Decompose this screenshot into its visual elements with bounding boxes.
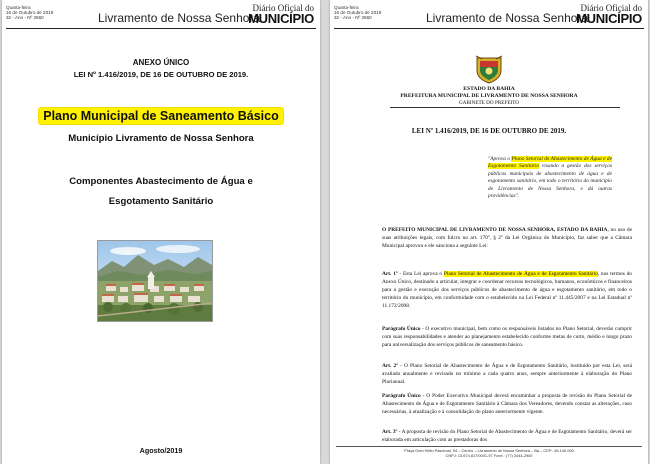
letterhead-rule (390, 107, 620, 108)
article-1-highlight: Plano Setorial de Abastecimento de Água e de Esgotamento Sanitário (443, 271, 598, 277)
footer-rule (336, 446, 642, 447)
header-date: 16 de Outubro de 2019 (6, 10, 54, 16)
header-weekday: Quarta-feira (6, 5, 31, 10)
municipio-logo: MUNICÍPIO (576, 11, 642, 26)
law-summary: "Aprova o Plano Setorial de Abastecimento de Água e de Esgotamento Sanitário visando a gestão dos serviços públicos municipais de abastecimento de água e de esgotamento sanitário, em todo o território do município de Livramento de Nossa Senhora, e dá outras providências". (488, 156, 612, 200)
header-weekday: Quarta-feira (334, 5, 359, 10)
header-date: 16 de Outubro de 2019 (334, 10, 382, 16)
header-date-block (334, 5, 381, 21)
header-edition: 32 - Ano - Nº 2660 (6, 15, 44, 21)
plan-title: Plano Municipal de Saneamento Básico (39, 108, 282, 124)
header-edition: 32 - Ano - Nº 2660 (334, 15, 372, 21)
article-1: Art. 1º - Esta Lei aprova o Plano Setorial de Abastecimento de Água e de Esgotamento Sanitário, nos termos do Anexo Único, destinado a articular, integrar e coordenar recursos tecnológicos, humanos, econômicos e financeiros para a gestão e execução dos serviços públicos de abastecimento de água e esgotamento sanitário, em todo o território do município, em conformidade com o estabelecido na Lei Federal nº 11.445/2007 e na Lei Estadual nº 11.172/2008. (382, 271, 632, 309)
header-city: Livramento de Nossa Senhora (98, 11, 261, 25)
header-city: Livramento de Nossa Senhora (426, 11, 589, 25)
diario-oficial-label: Diário Oficial do (580, 3, 642, 13)
law-number: LEI Nº 1.416/2019, DE 16 DE OUTUBRO DE 2019. (73, 70, 249, 79)
annex-title: ANEXO ÚNICO (132, 58, 190, 67)
document-page-1 (2, 0, 320, 464)
article-2: Art. 2º - O Plano Setorial de Abastecimento de Água e de Esgotamento Sanitário, instituído por esta Lei, será avaliado anualmente e revisado no mínimo a cada quatro anos, sempre anteriormente à elaboração do Plano Plurianual. (382, 363, 632, 385)
intro-paragraph: O PREFEITO MUNICIPAL DE LIVRAMENTO DE NOSSA SENHORA, ESTADO DA BAHIA, no uso de suas atribuições legais, com fulcro no art. 170º, § 2º da Lei Orgânica do Município, faz saber que a Câmara Municipal aprovou e ele sanciona a seguinte Lei: (382, 227, 633, 249)
document-page-2 (330, 0, 648, 464)
page-header (330, 0, 648, 30)
municipio-logo: MUNICÍPIO (248, 11, 314, 26)
components-line-1: Componentes Abastecimento de Água e (69, 176, 253, 187)
city-aerial-photo (97, 240, 213, 322)
city-photo-illustration (98, 241, 212, 321)
summary-highlight: Plano Setorial de Abastecimento de Água e de Esgotamento Sanitário (488, 156, 612, 170)
page-header (2, 0, 320, 30)
footer-contact: CNPJ: 13.674.817/0001-97 Fone.: (77) 3444-2900 (445, 453, 533, 458)
cabinet-name: GABINETE DO PREFEITO (458, 100, 520, 106)
article-3: Art. 3º - A proposta de revisão do Plano Setorial de Abastecimento de Água e de Esgotamento Sanitário, deverá ser elaborada em articulação com as prestadoras dos (382, 429, 632, 443)
state-name: ESTADO DA BAHIA (463, 86, 515, 92)
diario-oficial-label: Diário Oficial do (252, 3, 314, 13)
document-date: Agosto/2019 (139, 446, 183, 455)
header-date-block (6, 5, 53, 21)
footer-address: Praça Dom Hélio Paschoal, 94 – Centro – Livramento de Nossa Senhora – Ba – CEP.: 46.140-000 (404, 448, 574, 453)
municipality-name: Município Livramento de Nossa Senhora (68, 133, 254, 144)
coat-of-arms-icon (474, 54, 504, 84)
page-footer (330, 448, 648, 458)
paragraph-unico-2: Parágrafo Único - O Poder Executivo Municipal deverá encaminhar a proposta de revisão do Plano Setorial de Abastecimento de Água e de Esgotamento Sanitário à Câmara dos Vereadores, devendo constar as alterações, caso necessárias, à atualização e à consolidação do plano anteriormente vigente. (382, 393, 632, 415)
prefecture-name: PREFEITURA MUNICIPAL DE LIVRAMENTO DE NOSSA SENHORA (400, 93, 578, 99)
plan-title-wrapper (2, 108, 320, 124)
header-rule (334, 28, 644, 29)
paragraph-unico-1: Parágrafo Único - O executivo municipal, bem como os responsáveis listados no Plano Setorial, deverão cumprir com suas responsabilidades e atender ao planejamento estabelecido conforme metas de curto, médio e longo prazo para universalização dos serviços públicos de saneamento básico. (382, 326, 632, 348)
law-number: LEI Nº 1.416/2019, DE 16 DE OUTUBRO DE 2019. (411, 127, 567, 135)
components-line-2: Esgotamento Sanitário (108, 196, 214, 207)
header-rule (6, 28, 316, 29)
